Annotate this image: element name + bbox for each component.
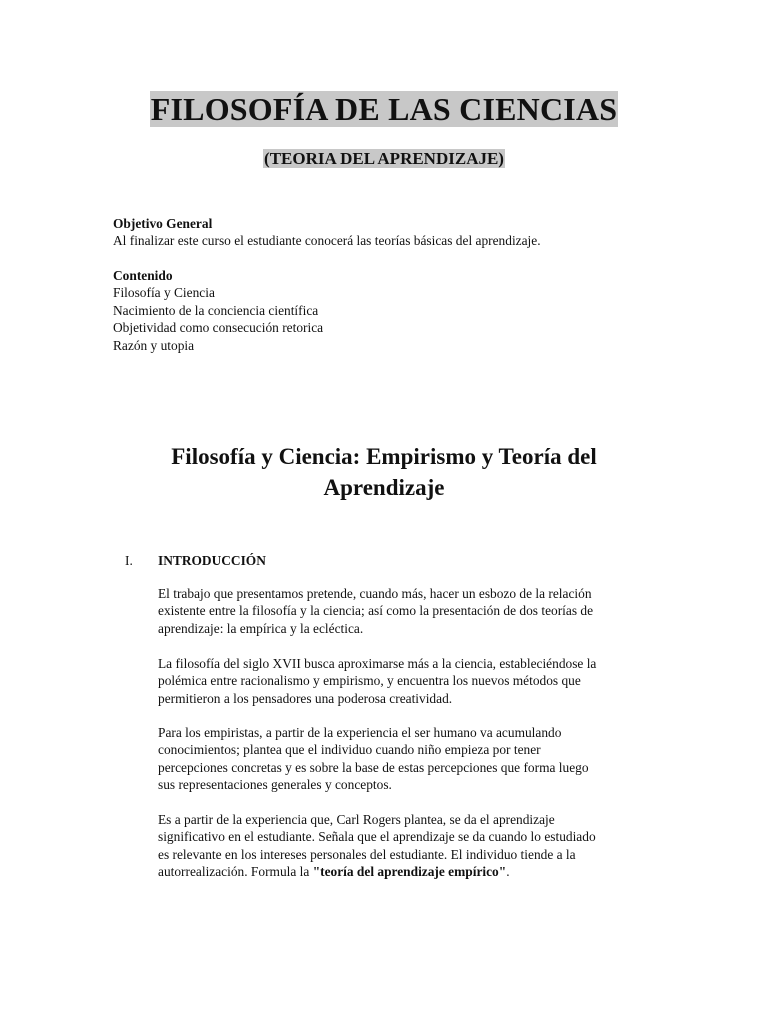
document-title-text: FILOSOFÍA DE LAS CIENCIAS [150, 91, 618, 127]
paragraph-line: polémica entre racionalismo y empirismo, y encuentra los nuevos métodos que [158, 673, 581, 689]
section-title [113, 441, 655, 503]
content-heading: Contenido [113, 268, 173, 283]
content-item: Nacimiento de la conciencia científica [113, 302, 319, 318]
paragraph-line: es relevante en los intereses personales del estudiante. El individuo tiende a la [158, 846, 576, 862]
paragraph-line: Es a partir de la experiencia que, Carl Rogers plantea, se da el aprendizaje [158, 812, 555, 827]
paragraph-line [158, 863, 658, 880]
paragraph [158, 724, 658, 794]
section-title-line: Aprendizaje [323, 475, 445, 500]
paragraph [158, 585, 658, 637]
theory-name: "teoría del aprendizaje empírico" [312, 864, 507, 880]
objective-heading: Objetivo General [113, 216, 213, 231]
document-subtitle [0, 148, 768, 169]
intro-number: I. [125, 553, 133, 568]
content-item: Razón y utopia [113, 337, 195, 353]
paragraph [158, 811, 658, 881]
paragraph-line: La filosofía del siglo XVII busca aproximarse más a la ciencia, estableciéndose la [158, 656, 597, 671]
paragraph-line: permitieron a los pensadores una poderosa creatividad. [158, 690, 453, 706]
paragraph-line: Para los empiristas, a partir de la experiencia el ser humano va acumulando [158, 725, 562, 740]
paragraph-line: existente entre la filosofía y la ciencia; así como la presentación de dos teorías de [158, 603, 594, 619]
paragraph-line: significativo en el estudiante. Señala que el aprendizaje se da cuando lo estudiado [158, 829, 596, 845]
paragraph-line: sus representaciones generales y conceptos. [158, 777, 392, 793]
paragraph-text: autorrealización. Formula la [158, 864, 313, 880]
content-item: Objetividad como consecución retorica [113, 320, 324, 336]
content-section [113, 267, 673, 354]
document-subtitle-text: (TEORIA DEL APRENDIZAJE) [264, 149, 504, 168]
paragraph-line: percepciones concretas y es sobre la base de estas percepciones que forma luego [158, 759, 589, 775]
content-item: Filosofía y Ciencia [113, 285, 215, 301]
paragraph-line: El trabajo que presentamos pretende, cuando más, hacer un esbozo de la relación [158, 586, 592, 601]
objective-section [113, 215, 673, 250]
paragraph-line: conocimientos; plantea que el individuo cuando niño empieza por tener [158, 742, 541, 758]
paragraph [158, 655, 658, 707]
document-title [0, 90, 768, 128]
section-title-line: Filosofía y Ciencia: Empirismo y Teoría del [171, 444, 597, 469]
paragraph-text: . [506, 864, 510, 880]
intro-heading: INTRODUCCIÓN [158, 553, 266, 568]
objective-text: Al finalizar este curso el estudiante conocerá las teorías básicas del aprendizaje. [113, 233, 541, 249]
paragraph-line: aprendizaje: la empírica y la ecléctica. [158, 620, 364, 636]
